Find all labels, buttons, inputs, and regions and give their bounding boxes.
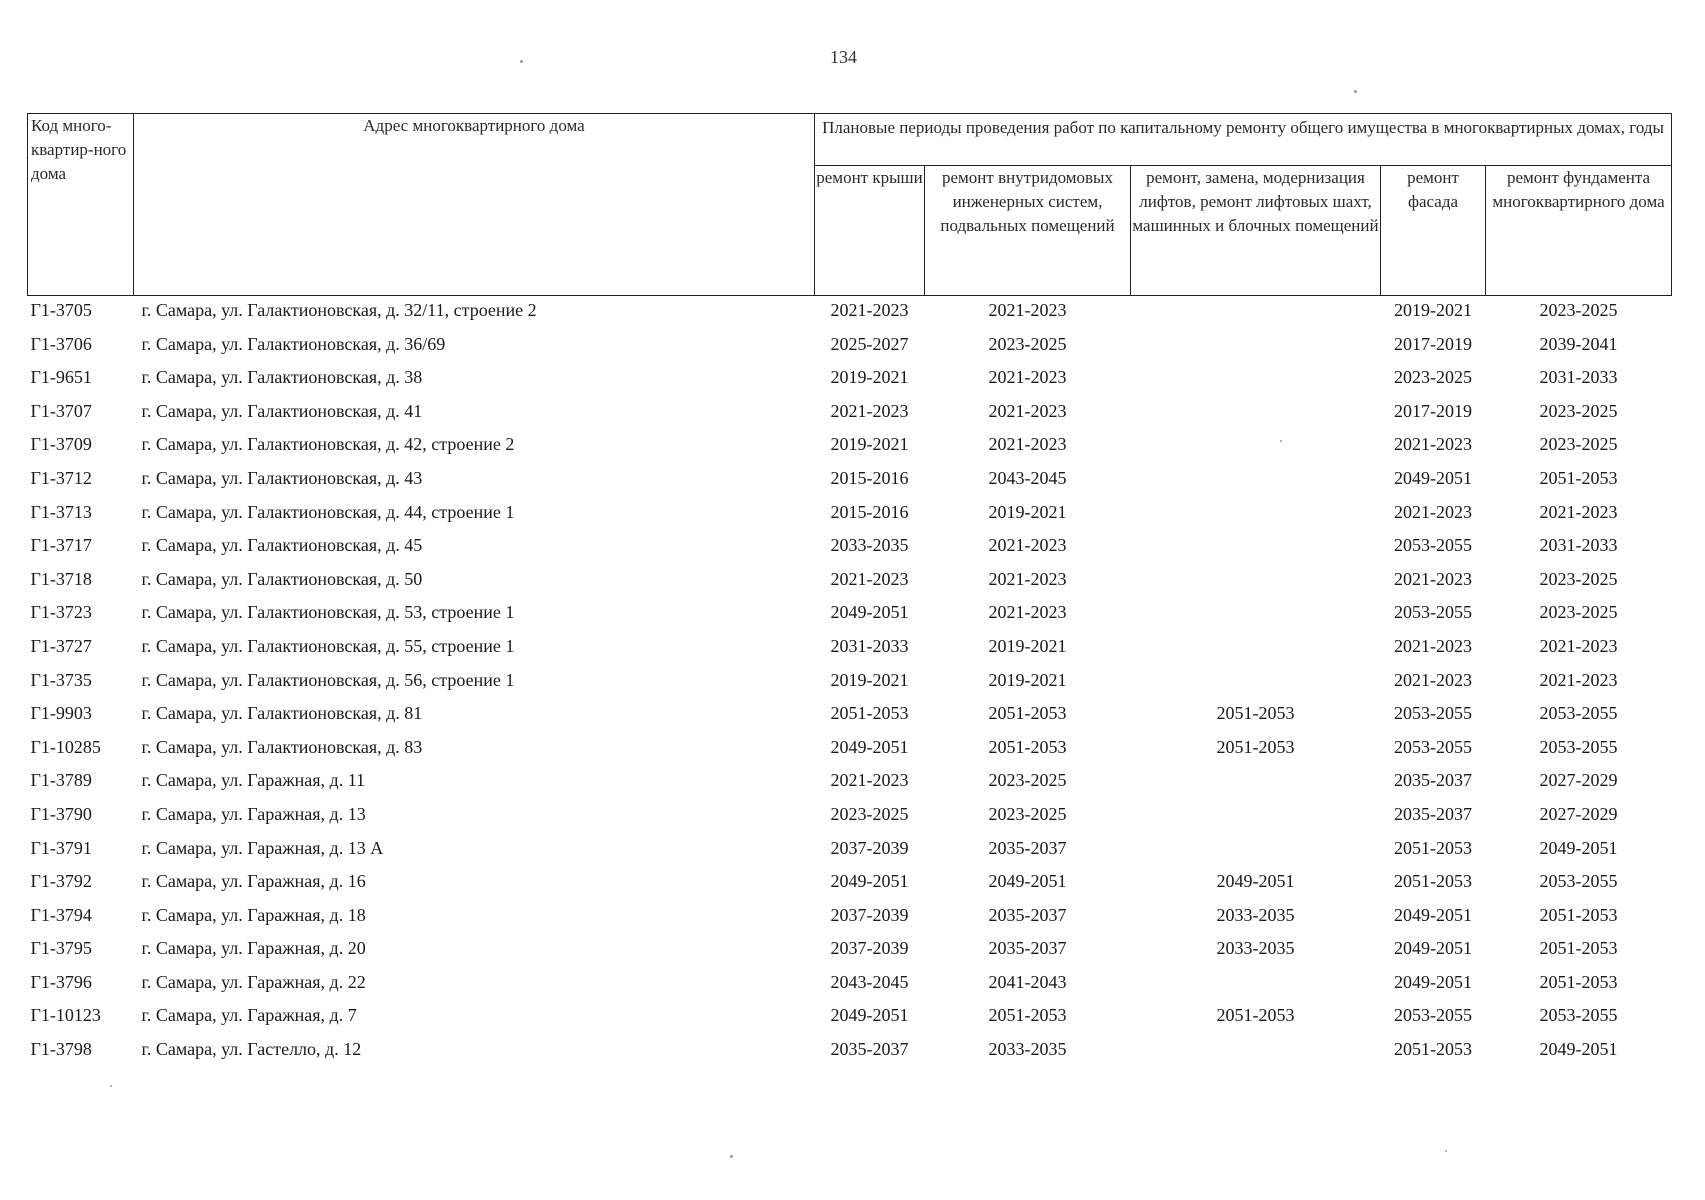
engineering-repair-cell: 2043-2045 [988, 467, 1067, 488]
facade-repair-cell: 2051-2053 [1394, 837, 1472, 858]
foundation-repair-cell: 2053-2055 [1539, 703, 1618, 724]
address-cell: г. Самара, ул. Гаражная, д. 22 [141, 971, 366, 992]
address-cell: г. Самара, ул. Гаражная, д. 16 [141, 871, 366, 892]
table-row [28, 500, 1672, 534]
engineering-repair-cell: 2019-2021 [988, 501, 1067, 522]
engineering-repair-cell: 2023-2025 [988, 333, 1067, 354]
header-periods-group: Плановые периоды проведения работ по капитальному ремонту общего имущества в многоквартирных домах, годы [815, 114, 1672, 166]
facade-repair-cell: 2021-2023 [1394, 568, 1472, 589]
table-row [28, 936, 1672, 970]
code-cell: Г1-3795 [30, 938, 92, 959]
table-row [28, 1003, 1672, 1037]
header-address: Адрес многоквартирного дома [134, 114, 815, 296]
engineering-repair-cell: 2051-2053 [988, 1005, 1067, 1026]
foundation-repair-cell: 2021-2023 [1539, 669, 1618, 690]
address-cell: г. Самара, ул. Гастелло, д. 12 [141, 1039, 362, 1060]
foundation-repair-cell: 2023-2025 [1539, 434, 1618, 455]
lift-repair-cell [1131, 1037, 1381, 1071]
table-row [28, 332, 1672, 366]
code-cell: Г1-9903 [30, 703, 92, 724]
address-cell: г. Самара, ул. Галактионовская, д. 81 [141, 703, 423, 724]
roof-repair-cell: 2015-2016 [830, 467, 909, 488]
lift-repair-cell [1131, 802, 1381, 836]
facade-repair-cell: 2021-2023 [1394, 669, 1472, 690]
engineering-repair-cell: 2021-2023 [988, 602, 1067, 623]
foundation-repair-cell: 2023-2025 [1539, 602, 1618, 623]
address-cell: г. Самара, ул. Гаражная, д. 11 [141, 770, 366, 791]
engineering-repair-cell: 2051-2053 [988, 703, 1067, 724]
lift-repair-cell [1131, 466, 1381, 500]
lift-repair-cell [1131, 332, 1381, 366]
facade-repair-cell: 2049-2051 [1394, 467, 1472, 488]
header-lifts: ремонт, замена, модернизация лифтов, ремонт лифтовых шахт, машинных и блочных помещений [1131, 166, 1381, 296]
facade-repair-cell: 2051-2053 [1394, 1039, 1472, 1060]
address-cell: г. Самара, ул. Галактионовская, д. 83 [141, 736, 423, 757]
roof-repair-cell: 2049-2051 [830, 602, 909, 623]
code-cell: Г1-3791 [30, 837, 92, 858]
code-cell: Г1-3723 [30, 602, 92, 623]
table-row [28, 399, 1672, 433]
address-cell: г. Самара, ул. Галактионовская, д. 36/69 [141, 333, 446, 354]
address-cell: г. Самара, ул. Гаражная, д. 20 [141, 938, 366, 959]
engineering-repair-cell: 2021-2023 [988, 367, 1067, 388]
foundation-repair-cell: 2053-2055 [1539, 871, 1618, 892]
scan-speck [730, 1155, 733, 1158]
lift-repair-cell: 2033-2035 [1216, 904, 1295, 925]
engineering-repair-cell: 2021-2023 [988, 300, 1067, 320]
code-cell: Г1-3794 [30, 904, 92, 925]
foundation-repair-cell: 2023-2025 [1539, 568, 1618, 589]
lift-repair-cell [1131, 836, 1381, 870]
code-cell: Г1-3705 [30, 300, 92, 320]
address-cell: г. Самара, ул. Галактионовская, д. 41 [141, 400, 423, 421]
address-cell: г. Самара, ул. Гаражная, д. 13 А [141, 837, 384, 858]
code-cell: Г1-3789 [30, 770, 92, 791]
foundation-repair-cell: 2021-2023 [1539, 501, 1618, 522]
roof-repair-cell: 2051-2053 [830, 703, 909, 724]
foundation-repair-cell: 2027-2029 [1539, 803, 1618, 824]
table-body [28, 296, 1672, 1071]
facade-repair-cell: 2053-2055 [1394, 1005, 1472, 1026]
facade-repair-cell: 2021-2023 [1394, 635, 1472, 656]
address-cell: г. Самара, ул. Галактионовская, д. 38 [141, 367, 423, 388]
facade-repair-cell: 2017-2019 [1394, 333, 1472, 354]
address-cell: г. Самара, ул. Галактионовская, д. 53, строение 1 [141, 602, 515, 623]
scan-speck [1354, 90, 1357, 93]
engineering-repair-cell: 2049-2051 [988, 871, 1067, 892]
table-row [28, 836, 1672, 870]
code-cell: Г1-3713 [30, 501, 92, 522]
address-cell: г. Самара, ул. Гаражная, д. 7 [141, 1005, 357, 1026]
header-engineering: ремонт внутридомовых инженерных систем, подвальных помещений [925, 166, 1131, 296]
address-cell: г. Самара, ул. Гаражная, д. 18 [141, 904, 366, 925]
roof-repair-cell: 2037-2039 [830, 837, 909, 858]
foundation-repair-cell: 2023-2025 [1539, 300, 1618, 320]
roof-repair-cell: 2035-2037 [830, 1039, 909, 1060]
code-cell: Г1-3796 [30, 971, 92, 992]
code-cell: Г1-3792 [30, 871, 92, 892]
code-cell: Г1-3712 [30, 467, 92, 488]
facade-repair-cell: 2035-2037 [1394, 803, 1472, 824]
table-row [28, 296, 1672, 332]
header-code: Код много-квартир-ного дома [28, 114, 134, 296]
table-row [28, 735, 1672, 769]
lift-repair-cell [1131, 432, 1381, 466]
code-cell: Г1-3709 [30, 434, 92, 455]
roof-repair-cell: 2023-2025 [830, 803, 909, 824]
table-row [28, 1037, 1672, 1071]
facade-repair-cell: 2035-2037 [1394, 770, 1472, 791]
code-cell: Г1-3790 [30, 803, 92, 824]
table-row [28, 701, 1672, 735]
engineering-repair-cell: 2019-2021 [988, 669, 1067, 690]
lift-repair-cell [1131, 533, 1381, 567]
foundation-repair-cell: 2051-2053 [1539, 938, 1618, 959]
scan-speck [1280, 440, 1282, 442]
lift-repair-cell: 2033-2035 [1216, 938, 1295, 959]
foundation-repair-cell: 2049-2051 [1539, 1039, 1618, 1060]
lift-repair-cell [1131, 399, 1381, 433]
foundation-repair-cell: 2051-2053 [1539, 904, 1618, 925]
table-row [28, 903, 1672, 937]
engineering-repair-cell: 2019-2021 [988, 635, 1067, 656]
lift-repair-cell [1131, 768, 1381, 802]
address-cell: г. Самара, ул. Галактионовская, д. 32/11, строение 2 [141, 300, 537, 320]
table-row [28, 668, 1672, 702]
lift-repair-cell [1131, 668, 1381, 702]
lift-repair-cell [1131, 567, 1381, 601]
code-cell: Г1-3717 [30, 535, 92, 556]
foundation-repair-cell: 2031-2033 [1539, 367, 1618, 388]
address-cell: г. Самара, ул. Галактионовская, д. 43 [141, 467, 423, 488]
roof-repair-cell: 2037-2039 [830, 904, 909, 925]
header-roof: ремонт крыши [815, 166, 925, 296]
table-row [28, 869, 1672, 903]
foundation-repair-cell: 2053-2055 [1539, 736, 1618, 757]
table-row [28, 768, 1672, 802]
roof-repair-cell: 2019-2021 [830, 367, 909, 388]
roof-repair-cell: 2021-2023 [830, 568, 909, 589]
lift-repair-cell [1131, 500, 1381, 534]
address-cell: г. Самара, ул. Галактионовская, д. 44, строение 1 [141, 501, 515, 522]
facade-repair-cell: 2049-2051 [1394, 938, 1472, 959]
scan-speck [520, 60, 523, 63]
table-row [28, 634, 1672, 668]
roof-repair-cell: 2049-2051 [830, 1005, 909, 1026]
roof-repair-cell: 2025-2027 [830, 333, 909, 354]
roof-repair-cell: 2015-2016 [830, 501, 909, 522]
roof-repair-cell: 2021-2023 [830, 400, 909, 421]
table-row [28, 600, 1672, 634]
table-row [28, 567, 1672, 601]
header-foundation: ремонт фундамента многоквартирного дома [1486, 166, 1672, 296]
roof-repair-cell: 2019-2021 [830, 669, 909, 690]
table-row [28, 533, 1672, 567]
foundation-repair-cell: 2023-2025 [1539, 400, 1618, 421]
roof-repair-cell: 2019-2021 [830, 434, 909, 455]
facade-repair-cell: 2019-2021 [1394, 300, 1472, 320]
engineering-repair-cell: 2021-2023 [988, 535, 1067, 556]
code-cell: Г1-3735 [30, 669, 92, 690]
page-number: 134 [830, 47, 857, 67]
lift-repair-cell [1131, 970, 1381, 1004]
code-cell: Г1-3718 [30, 568, 92, 589]
address-cell: г. Самара, ул. Галактионовская, д. 42, строение 2 [141, 434, 515, 455]
roof-repair-cell: 2033-2035 [830, 535, 909, 556]
facade-repair-cell: 2021-2023 [1394, 501, 1472, 522]
engineering-repair-cell: 2023-2025 [988, 803, 1067, 824]
code-cell: Г1-10285 [30, 736, 101, 757]
foundation-repair-cell: 2021-2023 [1539, 635, 1618, 656]
header-facade: ремонт фасада [1381, 166, 1486, 296]
roof-repair-cell: 2049-2051 [830, 871, 909, 892]
table-row [28, 466, 1672, 500]
facade-repair-cell: 2021-2023 [1394, 434, 1472, 455]
roof-repair-cell: 2021-2023 [830, 300, 909, 320]
table-row [28, 365, 1672, 399]
scan-speck [1445, 1150, 1447, 1152]
lift-repair-cell [1131, 600, 1381, 634]
code-cell: Г1-3707 [30, 400, 92, 421]
engineering-repair-cell: 2033-2035 [988, 1039, 1067, 1060]
code-cell: Г1-9651 [30, 367, 92, 388]
code-cell: Г1-10123 [30, 1005, 101, 1026]
foundation-repair-cell: 2051-2053 [1539, 971, 1618, 992]
facade-repair-cell: 2053-2055 [1394, 535, 1472, 556]
lift-repair-cell: 2051-2053 [1216, 703, 1295, 724]
facade-repair-cell: 2053-2055 [1394, 602, 1472, 623]
roof-repair-cell: 2043-2045 [830, 971, 909, 992]
foundation-repair-cell: 2039-2041 [1539, 333, 1618, 354]
facade-repair-cell: 2023-2025 [1394, 367, 1472, 388]
code-cell: Г1-3798 [30, 1039, 92, 1060]
lift-repair-cell [1131, 634, 1381, 668]
roof-repair-cell: 2037-2039 [830, 938, 909, 959]
engineering-repair-cell: 2035-2037 [988, 938, 1067, 959]
engineering-repair-cell: 2041-2043 [988, 971, 1067, 992]
foundation-repair-cell: 2051-2053 [1539, 467, 1618, 488]
table-row [28, 802, 1672, 836]
table-row [28, 970, 1672, 1004]
engineering-repair-cell: 2035-2037 [988, 904, 1067, 925]
roof-repair-cell: 2049-2051 [830, 736, 909, 757]
repair-schedule-table [27, 113, 1672, 1071]
address-cell: г. Самара, ул. Галактионовская, д. 45 [141, 535, 423, 556]
lift-repair-cell: 2051-2053 [1216, 1005, 1295, 1026]
code-cell: Г1-3706 [30, 333, 92, 354]
engineering-repair-cell: 2021-2023 [988, 434, 1067, 455]
roof-repair-cell: 2021-2023 [830, 770, 909, 791]
address-cell: г. Самара, ул. Галактионовская, д. 55, строение 1 [141, 635, 515, 656]
engineering-repair-cell: 2023-2025 [988, 770, 1067, 791]
engineering-repair-cell: 2021-2023 [988, 568, 1067, 589]
engineering-repair-cell: 2035-2037 [988, 837, 1067, 858]
address-cell: г. Самара, ул. Галактионовская, д. 50 [141, 568, 423, 589]
facade-repair-cell: 2051-2053 [1394, 871, 1472, 892]
foundation-repair-cell: 2027-2029 [1539, 770, 1618, 791]
code-cell: Г1-3727 [30, 635, 92, 656]
facade-repair-cell: 2017-2019 [1394, 400, 1472, 421]
address-cell: г. Самара, ул. Гаражная, д. 13 [141, 803, 366, 824]
address-cell: г. Самара, ул. Галактионовская, д. 56, строение 1 [141, 669, 515, 690]
facade-repair-cell: 2053-2055 [1394, 736, 1472, 757]
lift-repair-cell [1131, 296, 1381, 332]
foundation-repair-cell: 2049-2051 [1539, 837, 1618, 858]
foundation-repair-cell: 2031-2033 [1539, 535, 1618, 556]
scan-speck [110, 1085, 112, 1087]
roof-repair-cell: 2031-2033 [830, 635, 909, 656]
lift-repair-cell: 2051-2053 [1216, 736, 1295, 757]
engineering-repair-cell: 2021-2023 [988, 400, 1067, 421]
facade-repair-cell: 2053-2055 [1394, 703, 1472, 724]
lift-repair-cell: 2049-2051 [1216, 871, 1295, 892]
foundation-repair-cell: 2053-2055 [1539, 1005, 1618, 1026]
table-row [28, 432, 1672, 466]
facade-repair-cell: 2049-2051 [1394, 904, 1472, 925]
engineering-repair-cell: 2051-2053 [988, 736, 1067, 757]
lift-repair-cell [1131, 365, 1381, 399]
facade-repair-cell: 2049-2051 [1394, 971, 1472, 992]
